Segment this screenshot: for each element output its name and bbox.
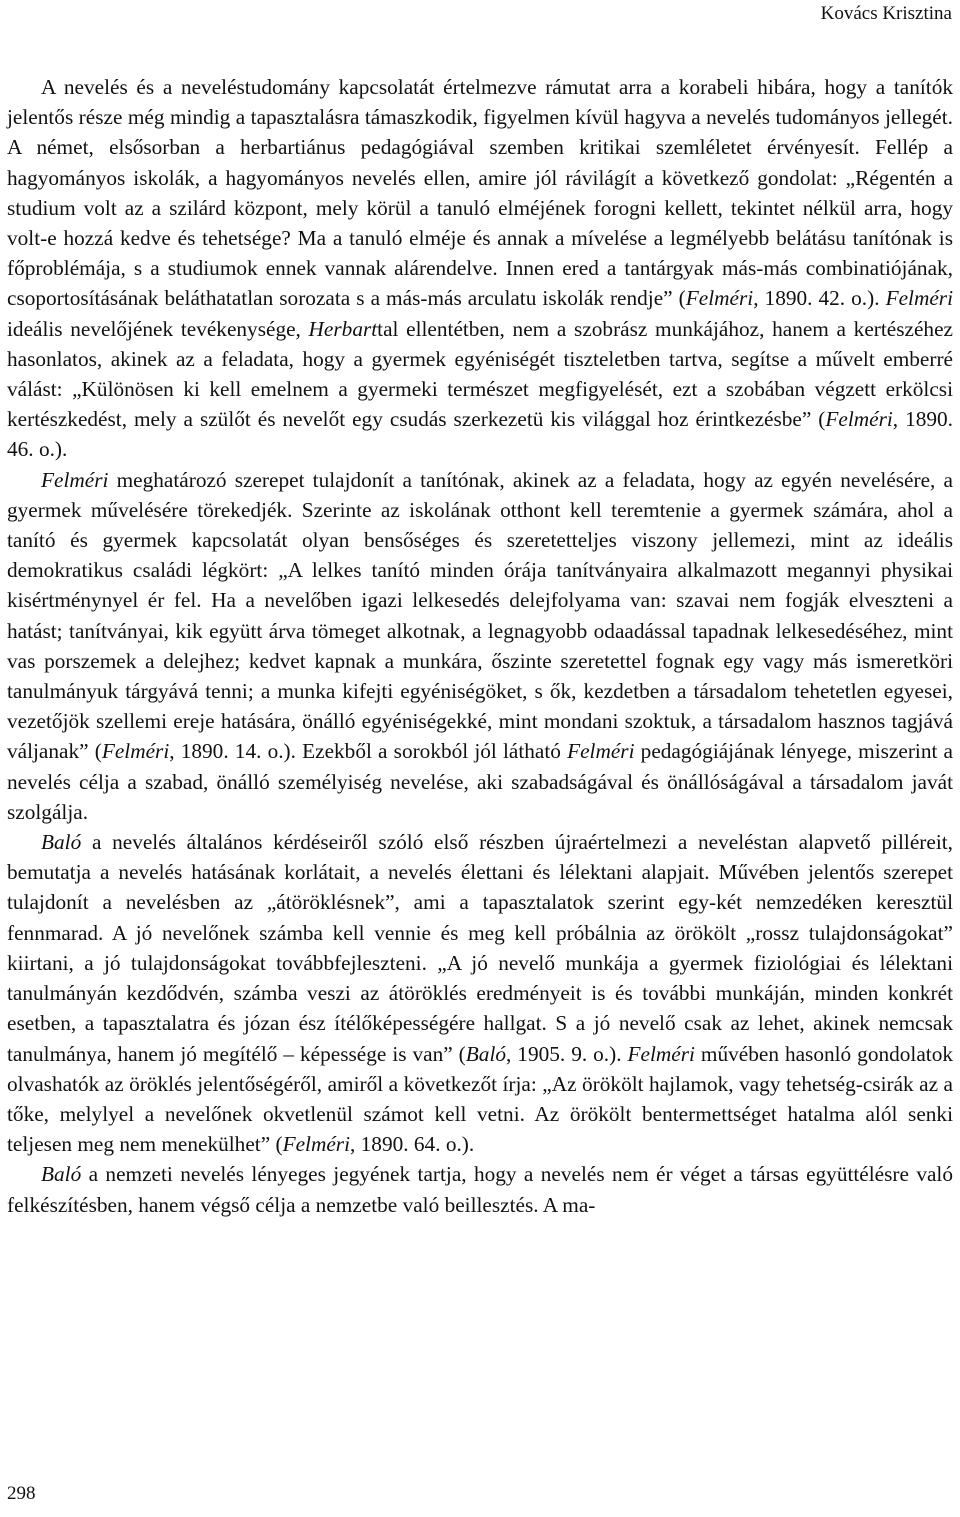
italic-name: Felméri <box>101 739 170 764</box>
text-run: művében hasonló gondolatok olvashatók az öröklés jelentőségéről, amiről a következőt írja: „Az örökölt hajlamok, vagy tehetség-csirák az a tőke, melylyel a nevelőnek okvetlenül számot kell vetni. Az örökölt bentermettséget hatalma alól senki teljesen meg nem menekülhet” ( <box>7 1041 953 1157</box>
italic-name: Felméri <box>825 407 893 432</box>
paragraph-3 <box>7 827 953 1159</box>
text-run: , 1890. 42. o.). <box>753 286 886 311</box>
text-run: a nemzeti nevelés lényeges jegyének tartja, hogy a nevelés nem ér véget a társas együttélésre való felkészítésben, hanem végső célja a nemzetbe való beillesztés. A ma- <box>7 1162 953 1217</box>
italic-name: Felméri <box>627 1041 695 1066</box>
italic-name: Baló <box>465 1041 507 1066</box>
italic-name: Felméri <box>282 1132 350 1157</box>
paragraph-1 <box>7 72 953 465</box>
text-run: a nevelés általános kérdéseiről szóló első részben újraértelmezi a neveléstan alapvető pilléreit, bemutatja a nevelés hatásának korlátait, a nevelés élettani és lélektani alapjait. Művében jelentős szerepet tulajdonít a nevelésben az „átöröklésnek”, ami a tapasztalatok szerint egy-két nemzedéken keresztül fennmarad. A jó nevelőnek számba kell vennie és meg kell próbálnia az örökölt „rossz tulajdonságokat” kiirtani, a jó tulajdonságokat továbbfejleszteni. „A jó nevelő munkája a gyermek fiziológiai és lélektani tanulmányán kezdődvén, számba veszi az átöröklés eredményeit is és további munkáján, minden konkrét esetben, a tapasztalatra és józan ész ítélőképességére hallgat. S a jó nevelő csak az lehet, akinek nemcsak tanulmánya, hanem jó megítélő – képessége is van” ( <box>7 830 953 1066</box>
text-run: ideális nevelőjének tevékenysége, <box>7 316 309 341</box>
text-run: tal ellentétben, nem a szobrász munkájához, hanem a kertészéhez hasonlatos, akinek az a feladata, hogy a gyermek egyéniségét tiszteletben tartva, segítse a művelt emberré válást: „Különösen ki kell emelnem a gyermeki természet megfigyelését, ezt a szobában végzett erkölcsi kertészkedést, mely a szülőt és nevelőt egy csudás szerkezetü kis világgal hoz érintkezésbe” ( <box>7 316 953 432</box>
page-number: 298 <box>7 1483 36 1504</box>
italic-name: Felméri <box>41 467 109 492</box>
paragraph-4 <box>7 1159 953 1219</box>
running-header-author: Kovács Krisztina <box>820 3 952 24</box>
text-run: , 1890. 14. o.). Ezekből a sorokból jól látható <box>169 739 568 764</box>
italic-name: Baló <box>41 830 82 855</box>
italic-name: Herbart <box>308 316 378 341</box>
italic-name: Felméri <box>567 739 635 764</box>
paragraph-2 <box>7 465 953 827</box>
body-text <box>7 72 953 1220</box>
text-run: , 1890. 64. o.). <box>350 1132 475 1157</box>
italic-name: Baló <box>41 1162 82 1187</box>
italic-name: Felméri <box>685 286 754 311</box>
italic-name: Felméri <box>885 286 953 311</box>
text-run: pedagógiájának lényege, miszerint a nevelés célja a szabad, önálló személyiség nevelése, aki szabadságával és önállóságával a társadalom javát szolgálja. <box>7 739 954 824</box>
text-run: meghatározó szerepet tulajdonít a tanítónak, akinek az a feladata, hogy az egyén nevelésére, a gyermek művelésére törekedjék. Szerinte az iskolának otthont kell teremtenie a gyermek számára, ahol a tanító és gyermek kapcsolatát olyan bensőséges és szeretetteljes viszony jellemezi, mint az ideális demokratikus családi légkört: „A lelkes tanító minden órája tanítványaira alkalmazott megannyi physikai kisértménynyel ér fel. Ha a nevelőben igazi lelkesedés delejfolyama van: szavai nem fogják elveszteni a hatást; tanítványai, kik együtt árva tömeget alkotnak, a legnagyobb odaadással tapadnak lelkesedéséhez, mint vas porszemek a delejhez; kedvet kapnak a munkára, őszinte szeretettel fognak egy vagy más ismeretköri tanulmányuk tárgyává tenni; a munka kifejti egyéniségöket, s ők, kezdetben a társadalom tehetetlen egyesei, vezetőjök szellemi ereje hatására, önálló egyéniségekké, mint mondani szoktuk, a társadalom hasznos tagjává váljanak” ( <box>7 467 953 764</box>
text-run: A nevelés és a neveléstudomány kapcsolatát értelmezve rámutat arra a korabeli hibára, hogy a tanítók jelentős része még mindig a tapasztalásra támaszkodik, figyelmen kívül hagyva a nevelés tudományos jellegét. A német, elsősorban a herbartiánus pedagógiával szemben kritikai szemléletet érvényesít. Fellép a hagyományos iskolák, a hagyományos nevelés ellen, amire jól rávilágít a következő gondolat: „Régentén a studium volt az a szilárd központ, mely körül a tanuló elméjének forogni kellett, tekintet nélkül arra, hogy volt-e hozzá kedve és tehetsége? Ma a tanuló elméje és annak a mívelése a legmélyebb belátásu tanítónak is főproblémája, s a studiumok ennek vannak alárendelve. Innen ered a tantárgyak más-más combinatiójának, csoportosításának beláthatatlan sorozata s a más-más arculatu iskolák rendje” ( <box>7 75 953 311</box>
text-run: , 1905. 9. o.). <box>506 1041 628 1066</box>
text-run: , 1890. 46. o.). <box>7 407 953 462</box>
